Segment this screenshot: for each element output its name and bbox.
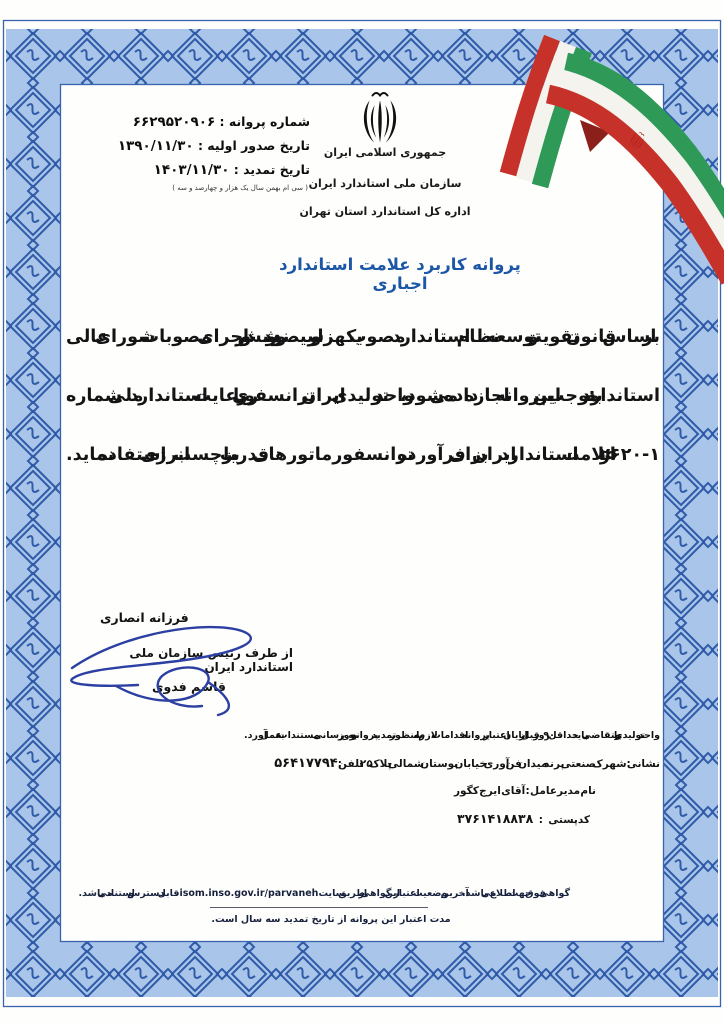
body-line-3: ۲۶۲۰-۱ از علامت استاندارد ایران برای فرآورده ترانسفورماتورهای قدرت با برچسب انرژی - استفاده نماید. — [66, 445, 660, 465]
signer-name: فرزانه انصاری — [100, 610, 189, 625]
license-number-label: شماره پروانه : — [219, 114, 310, 129]
body-line-2: استاندارد : به موجب این پروانه اجازه داده می شود، واحد تولیدی ایران ترانسفو ری با رعایت استاندارد ملی شماره — [66, 386, 660, 406]
license-info — [62, 110, 310, 182]
renewal-line — [62, 158, 310, 182]
signature-scribble — [58, 618, 293, 718]
president-name: قاسم فدوی — [152, 679, 226, 694]
iran-emblem-icon — [352, 88, 408, 146]
signature-on-behalf: از طرف رئیس سازمان ملی استاندارد ایران — [129, 646, 293, 674]
footer-divider — [210, 907, 428, 908]
postal-line — [457, 811, 590, 826]
postal-code: ۳۷۶۱۴۱۸۸۳۸ — [456, 811, 534, 826]
footer-status-post: قابل دسترس و استناد می باشد. — [78, 888, 180, 899]
footer-status-url: isom.inso.gov.ir/parvaneh — [179, 888, 319, 899]
first-issue-date: ۱۳۹۰/۱۱/۳۰ — [117, 138, 194, 154]
license-number-value: ۶۶۲۹۵۲۰۹۰۶ — [132, 114, 216, 130]
body-paragraph — [66, 308, 660, 485]
page-title: پروانه کاربرد علامت استاندارد اجباری — [279, 255, 521, 293]
address-value: شهرک صنعتی پرند - میدان فن آوری - خیابان بوستان شمالی - پلاک ۲۵ - تلفن : — [337, 758, 627, 770]
ceo-label: نام مدیرعامل : — [525, 785, 596, 797]
license-number-line — [62, 110, 310, 134]
footer-status-line — [78, 888, 570, 899]
footer-validity-line: مدت اعتبار این پروانه از تاریخ تمدید سه سال است. — [211, 914, 451, 925]
header-office: اداره کل استاندارد استان تهران — [299, 205, 471, 218]
first-issue-line — [62, 134, 310, 158]
first-issue-label: تاریخ صدور اولیه : — [197, 138, 310, 153]
postal-label: کدپستی : — [538, 814, 590, 826]
ceo-name: آقای ایرج کگور — [453, 785, 526, 797]
renewal-date-note: ( سی ام بهمن سال یک هزار و چهارصد و سه ) — [172, 184, 308, 192]
body-line-1: بر اساس قانون تقویت و توسعه نظام استاندارد مصوب یکهزار و سیصد و نود و شش و در اجرای مصوبات شورای عالی — [66, 327, 660, 347]
phone-number: ۵۶۴۱۷۷۹۴ — [274, 756, 338, 771]
header-organization: سازمان ملی استاندارد ایران — [308, 177, 462, 190]
ceo-line — [454, 785, 596, 797]
address-line — [274, 756, 660, 771]
address-label: نشانی : — [626, 758, 660, 770]
renewal-notice: واحد تولیدی و یا متقاضی باید حداقل ۹۰ روز قبل از پایان اعتبار پروانه اقدامات لازم را به منظور تمدید پروانه و به روز رسانی مستندات به عمل آورد. — [244, 730, 660, 741]
footer-status-pre: گواهی فوق جهت اطلاع می باشد. آخرین وضعیت اعتبار این گواهی از طریق سایت — [318, 888, 570, 899]
renewal-label: تاریخ تمدید : — [233, 162, 310, 177]
header-country: جمهوری اسلامی ایران — [323, 146, 447, 159]
renewal-date: ۱۴۰۳/۱۱/۳۰ — [153, 162, 230, 178]
